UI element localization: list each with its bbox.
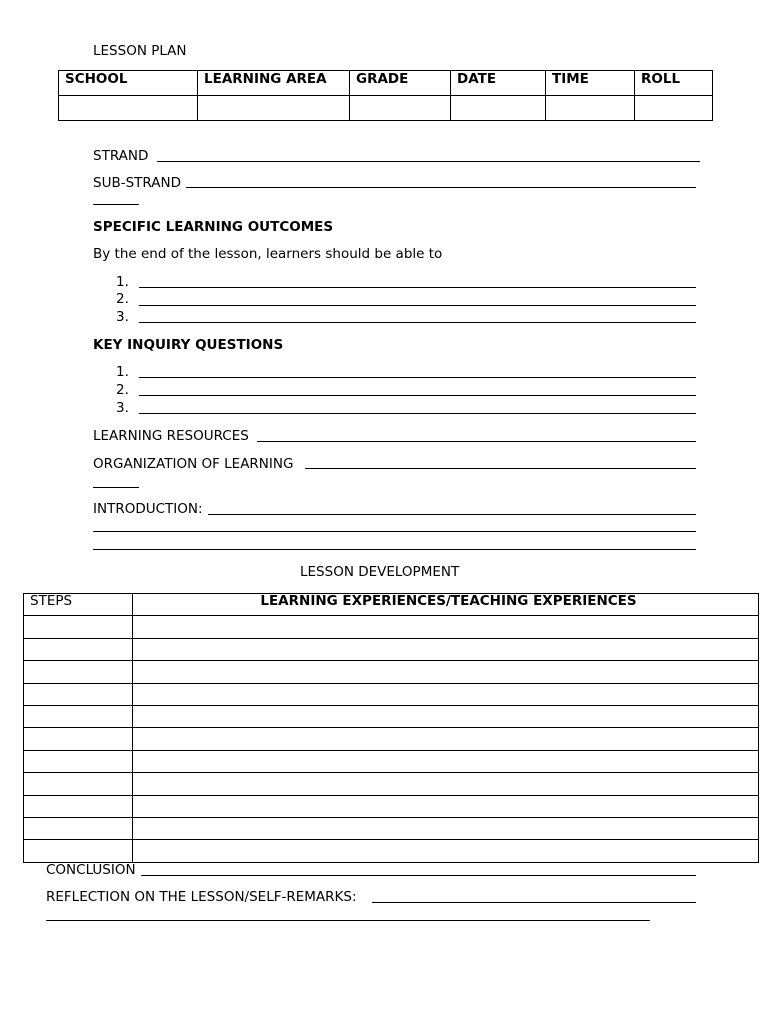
step-cell[interactable] [24,795,133,817]
lesson-development-table [23,593,759,863]
slo-item-number: 1. [116,274,129,290]
experience-cell[interactable] [133,616,759,638]
experience-cell[interactable] [133,817,759,839]
slo-item-number: 2. [116,291,129,307]
roll-cell[interactable] [635,96,713,121]
strand-line[interactable] [157,161,700,162]
experience-cell[interactable] [133,683,759,705]
page-title: LESSON PLAN [93,43,187,59]
step-cell[interactable] [24,683,133,705]
introduction-label: INTRODUCTION: [93,501,203,517]
reflection-line[interactable] [372,902,696,903]
reflection-line[interactable] [46,920,650,921]
table-row [24,616,759,638]
date-cell[interactable] [451,96,546,121]
lesson-info-table [58,70,713,121]
grade-header: GRADE [350,71,451,96]
conclusion-label: CONCLUSION [46,862,136,878]
resources-label: LEARNING RESOURCES [93,428,249,444]
experience-cell[interactable] [133,773,759,795]
slo-item-line[interactable] [139,287,696,288]
slo-intro: By the end of the lesson, learners should be able to [93,246,443,262]
experiences-header: LEARNING EXPERIENCES/TEACHING EXPERIENCES [133,594,759,616]
date-header: DATE [451,71,546,96]
organization-line[interactable] [305,468,696,469]
experience-cell[interactable] [133,795,759,817]
introduction-line[interactable] [208,514,696,515]
resources-line[interactable] [257,441,696,442]
time-header: TIME [546,71,635,96]
slo-item-line[interactable] [139,305,696,306]
organization-line-continuation[interactable] [93,487,139,488]
experience-cell[interactable] [133,705,759,727]
strand-label: STRAND [93,148,149,164]
introduction-line[interactable] [93,531,696,532]
table-header-row [59,71,713,96]
table-header-row [24,594,759,616]
substrand-line-continuation[interactable] [93,204,139,205]
step-cell[interactable] [24,773,133,795]
table-row [24,750,759,772]
table-row [24,728,759,750]
table-row [59,96,713,121]
step-cell[interactable] [24,661,133,683]
learning-area-header: LEARNING AREA [198,71,350,96]
reflection-label: REFLECTION ON THE LESSON/SELF-REMARKS: [46,889,357,905]
kiq-item-line[interactable] [139,377,696,378]
introduction-line[interactable] [93,549,696,550]
experience-cell[interactable] [133,661,759,683]
school-cell[interactable] [59,96,198,121]
kiq-item-line[interactable] [139,413,696,414]
kiq-item-number: 3. [116,400,129,416]
step-cell[interactable] [24,638,133,660]
development-heading: LESSON DEVELOPMENT [300,564,460,580]
slo-item-number: 3. [116,309,129,325]
step-cell[interactable] [24,817,133,839]
experience-cell[interactable] [133,638,759,660]
table-row [24,840,759,862]
substrand-line[interactable] [186,187,696,188]
organization-label: ORGANIZATION OF LEARNING [93,456,294,472]
substrand-label: SUB-STRAND [93,175,181,191]
slo-item-line[interactable] [139,322,696,323]
learning-area-cell[interactable] [198,96,350,121]
step-cell[interactable] [24,750,133,772]
school-header: SCHOOL [59,71,198,96]
step-cell[interactable] [24,616,133,638]
time-cell[interactable] [546,96,635,121]
grade-cell[interactable] [350,96,451,121]
kiq-item-number: 2. [116,382,129,398]
conclusion-line[interactable] [141,875,696,876]
step-cell[interactable] [24,728,133,750]
slo-heading: SPECIFIC LEARNING OUTCOMES [93,219,334,235]
steps-header: STEPS [24,594,133,616]
kiq-heading: KEY INQUIRY QUESTIONS [93,337,284,353]
experience-cell[interactable] [133,750,759,772]
table-row [24,817,759,839]
experience-cell[interactable] [133,840,759,862]
table-row [24,705,759,727]
table-row [24,638,759,660]
table-row [24,683,759,705]
step-cell[interactable] [24,705,133,727]
experience-cell[interactable] [133,728,759,750]
table-row [24,795,759,817]
kiq-item-number: 1. [116,364,129,380]
roll-header: ROLL [635,71,713,96]
table-row [24,661,759,683]
step-cell[interactable] [24,840,133,862]
table-row [24,773,759,795]
kiq-item-line[interactable] [139,395,696,396]
